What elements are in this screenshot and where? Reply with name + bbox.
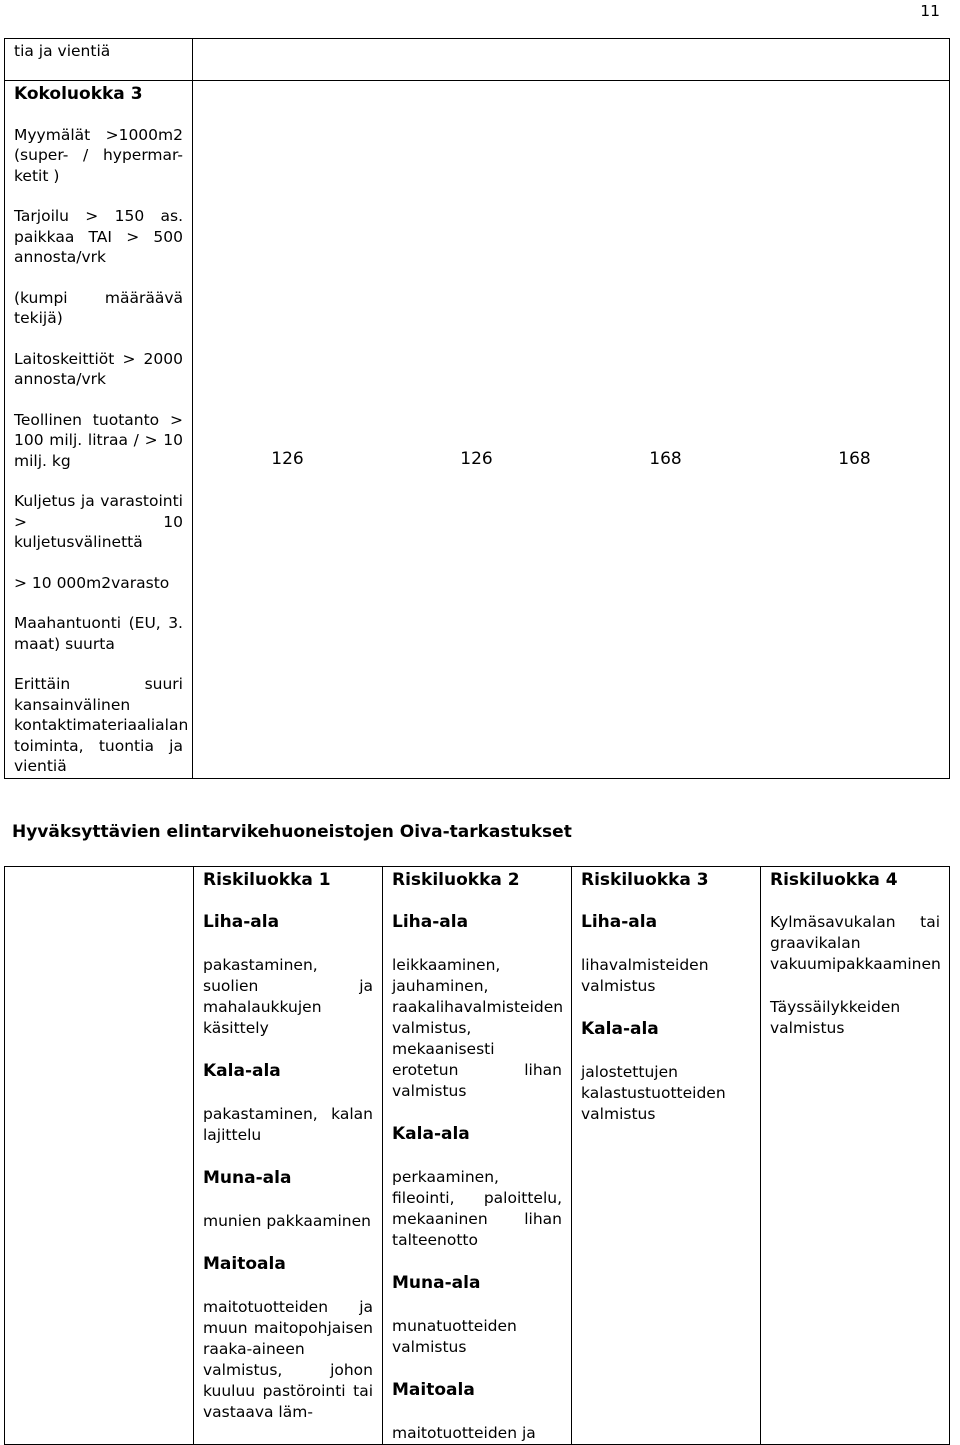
criterion-item: Myymälät >1000m2 (super- / hypermar-ketit ) — [14, 125, 183, 185]
section-title: Liha-ala — [581, 912, 658, 932]
section-title: Liha-ala — [203, 912, 280, 932]
section-text: munatuotteiden valmistus — [392, 1317, 517, 1356]
section-text: munien pakkaaminen — [203, 1212, 371, 1230]
section-title: Muna-ala — [203, 1168, 292, 1188]
section-title: Kala-ala — [581, 1019, 659, 1039]
continued-text: tia ja vientiä — [14, 42, 111, 60]
risk-class-size-table — [4, 38, 950, 779]
section-title: Maitoala — [203, 1254, 286, 1274]
section-title: Maitoala — [392, 1380, 475, 1400]
table-row — [5, 39, 950, 81]
criterion-item: > 10 000m2varasto — [14, 573, 170, 592]
value-risk-2: 126 — [460, 449, 493, 469]
section-title: Muna-ala — [392, 1273, 481, 1293]
header-risk-2: Riskiluokka 2 — [392, 870, 520, 890]
value-risk-4: 168 — [838, 449, 871, 469]
criterion-item: Laitoskeittiöt > 2000 annosta/vrk — [14, 349, 183, 388]
section-text: perkaaminen, fileointi, paloittelu, mekaaninen lihan talteenotto — [392, 1168, 562, 1249]
criterion-item: Teollinen tuotanto > 100 milj. litraa / > 10 milj. kg — [14, 410, 183, 470]
oiva-inspection-table — [4, 866, 950, 1445]
section-text: maitotuotteiden ja — [392, 1424, 536, 1442]
page-number: 11 — [920, 2, 940, 20]
section-text: leikkaaminen, jauhaminen, raakalihavalmisteiden valmistus, mekaanisesti erotetun lihan valmistus — [392, 956, 564, 1100]
risk-1-content — [194, 912, 382, 1423]
section-title: Kala-ala — [392, 1124, 470, 1144]
section-text: pakastaminen, kalan lajittelu — [203, 1105, 373, 1144]
section-text: lihavalmisteiden valmistus — [581, 956, 709, 995]
risk-4-content — [761, 912, 949, 1039]
header-risk-4: Riskiluokka 4 — [770, 870, 898, 890]
section-text: Täyssäilykkeiden valmistus — [770, 998, 901, 1037]
table-row — [5, 867, 950, 1445]
section-text: Kylmäsavukalan tai graavikalan vakuumipakkaaminen — [770, 913, 941, 973]
criterion-item: Maahantuonti (EU, 3. maat) suurta — [14, 614, 183, 653]
section-text: pakastaminen, suolien ja mahalaukkujen käsittely — [203, 956, 373, 1037]
risk-3-content — [572, 912, 760, 1125]
table-row — [5, 81, 950, 779]
section-text: jalostettujen kalastustuotteiden valmistus — [581, 1063, 726, 1123]
criterion-item: Tarjoilu > 150 as. paikkaa TAI > 500 annosta/vrk — [14, 207, 183, 266]
value-risk-3: 168 — [649, 449, 682, 469]
criterion-item: (kumpi määräävä tekijä) — [14, 288, 183, 327]
section-title: Kala-ala — [203, 1061, 281, 1081]
section-text: maitotuotteiden ja muun maitopohjaisen raaka-aineen valmistus, johon kuuluu pastörointi tai vastaava läm- — [203, 1298, 373, 1421]
value-risk-1: 126 — [271, 449, 304, 469]
risk-2-content — [383, 912, 571, 1444]
criterion-item: Kuljetus ja varastointi > 10 kuljetusvälinettä — [14, 492, 183, 551]
section-heading: Hyväksyttävien elintarvikehuoneistojen Oiva-tarkastukset — [12, 822, 572, 842]
criterion-item: Erittäin suuri kansainvälinen kontaktimateriaalialan toiminta, tuontia ja vientiä — [14, 675, 189, 775]
header-risk-1: Riskiluokka 1 — [203, 870, 331, 890]
size-class-title: Kokoluokka 3 — [14, 84, 143, 104]
section-title: Liha-ala — [392, 912, 469, 932]
header-risk-3: Riskiluokka 3 — [581, 870, 709, 890]
values-row — [193, 449, 949, 469]
